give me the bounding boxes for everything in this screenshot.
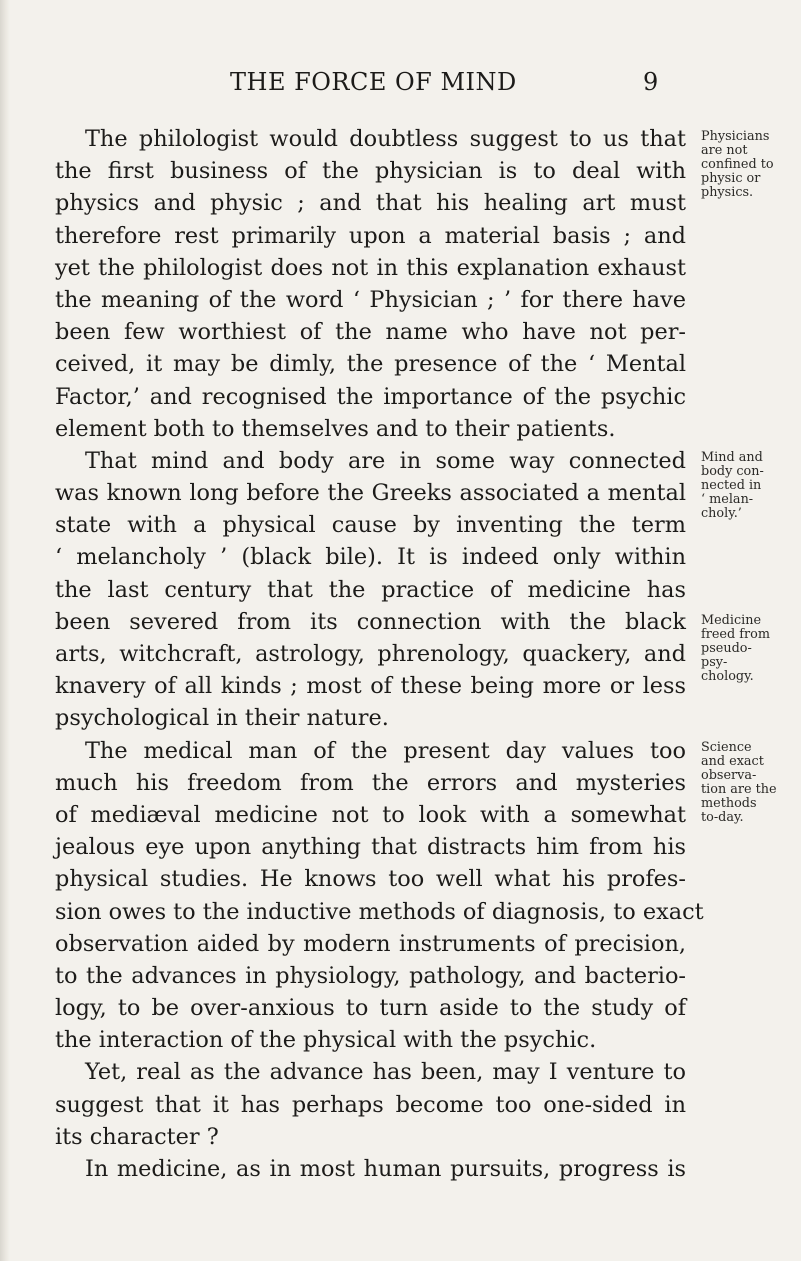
text-line: ceived, it may be dimly, the presence of the ‘ Mental [55, 351, 686, 378]
page-gutter-shadow [0, 0, 10, 1261]
text-line: of mediæval medicine not to look with a somewhat [55, 801, 686, 828]
text-line: The philologist would doubtless suggest to us that [85, 126, 686, 152]
text-line: psychological in their nature. [55, 705, 389, 732]
text-line: ‘ melancholy ’ (black bile). It is indeed only within [55, 544, 686, 571]
text-line: The medical man of the present day values too [85, 737, 686, 764]
running-head [0, 68, 801, 102]
running-title: THE FORCE OF MIND [230, 68, 517, 96]
text-line: the meaning of the word ‘ Physician ; ’ for there have [55, 286, 686, 313]
text-line: yet the philologist does not in this explanation exhaust [55, 254, 686, 281]
text-line: knavery of all kinds ; most of these being more or less [55, 673, 686, 700]
sidenote-science-methods: Science and exact observa- tion are the methods to-day. [701, 740, 777, 825]
body-text [55, 123, 704, 1185]
text-line: was known long before the Greeks associated a mental [55, 480, 686, 507]
text-line: observation aided by modern instruments of precision, [55, 930, 686, 957]
text-line: In medicine, as in most human pursuits, progress is [85, 1156, 686, 1182]
text-line: Factor,’ and recognised the importance of the psychic [55, 383, 686, 410]
page-number: 9 [643, 68, 659, 96]
text-line: physical studies. He knows too well what his profes- [55, 866, 686, 893]
sidenote-mind-and-body: Mind and body con- nected in ‘ melan- choly.’ [701, 450, 764, 521]
text-line: the last century that the practice of medicine has [55, 576, 686, 603]
text-line: suggest that it has perhaps become too one-sided in [55, 1091, 686, 1118]
text-line: the first business of the physician is to deal with [55, 158, 686, 185]
text-line: to the advances in physiology, pathology, and bacterio- [55, 962, 686, 989]
text-line: jealous eye upon anything that distracts him from his [55, 834, 686, 861]
text-line: been severed from its connection with the black [55, 608, 686, 635]
text-line: element both to themselves and to their patients. [55, 415, 616, 442]
text-line: That mind and body are in some way connected [85, 447, 686, 474]
text-line: physics and physic ; and that his healing art must [55, 190, 686, 217]
text-line: sion owes to the inductive methods of diagnosis, to exact [55, 898, 704, 925]
text-line: state with a physical cause by inventing the term [55, 512, 686, 539]
sidenote-physicians: Physicians are not confined to physic or physics. [701, 129, 774, 200]
text-line: been few worthiest of the name who have not per- [55, 319, 686, 346]
text-line: the interaction of the physical with the psychic. [55, 1027, 597, 1054]
sidenote-medicine-freed: Medicine freed from pseudo- psy- chology. [701, 613, 770, 684]
text-line: logy, to be over-anxious to turn aside to the study of [55, 995, 686, 1022]
text-line: its character ? [55, 1123, 219, 1150]
text-line: Yet, real as the advance has been, may I venture to [85, 1059, 686, 1086]
text-line: much his freedom from the errors and mysteries [55, 769, 686, 796]
text-line: therefore rest primarily upon a material basis ; and [55, 222, 686, 249]
text-line: arts, witchcraft, astrology, phrenology, quackery, and [55, 641, 686, 667]
